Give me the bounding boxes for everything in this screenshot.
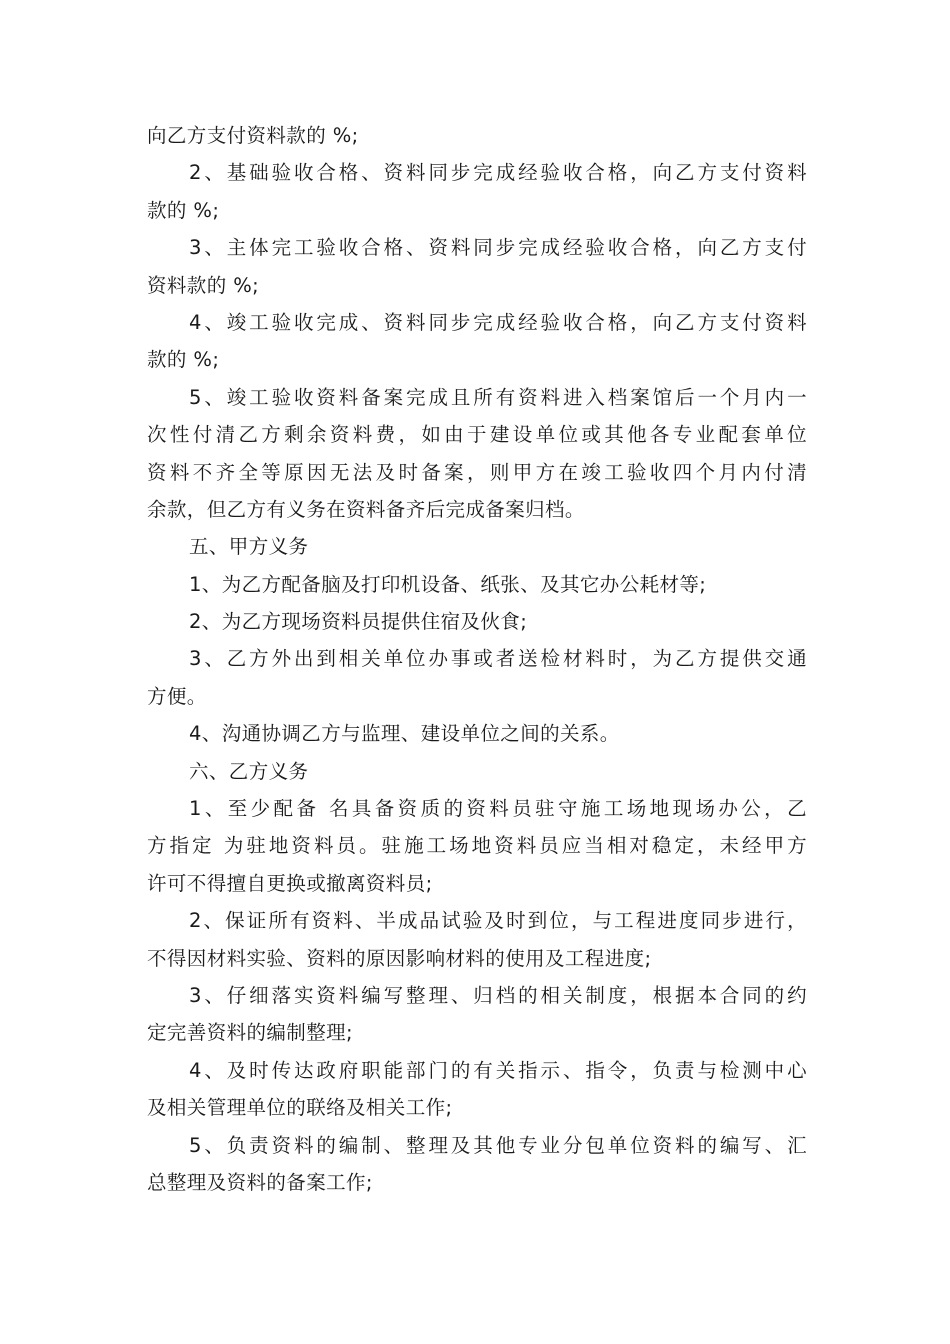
text-line: 3、主体完工验收合格、资料同步完成经验收合格，向乙方支付 [189,236,807,260]
text-line: 五、甲方义务 [189,535,309,559]
text-line: 2、为乙方现场资料员提供住宿及伙食; [189,610,528,634]
text-line: 2、基础验收合格、资料同步完成经验收合格，向乙方支付资料 [189,161,807,185]
text-line: 款的 %; [147,348,220,372]
text-line: 3、乙方外出到相关单位办事或者送检材料时，为乙方提供交通 [189,647,807,671]
text-line: 方便。 [147,684,207,708]
text-line: 定完善资料的编制整理; [147,1021,353,1045]
text-line: 许可不得擅自更换或撤离资料员; [147,871,433,895]
text-line: 4、及时传达政府职能部门的有关指示、指令，负责与检测中心 [189,1058,807,1082]
text-line: 3、仔细落实资料编写整理、归档的相关制度，根据本合同的约 [189,983,807,1007]
text-line: 六、乙方义务 [189,759,309,783]
text-line: 1、至少配备 名具备资质的资料员驻守施工场地现场办公，乙 [189,797,807,821]
text-line: 向乙方支付资料款的 %; [147,124,359,147]
text-line: 4、沟通协调乙方与监理、建设单位之间的关系。 [189,722,620,746]
text-line: 5、竣工验收资料备案完成且所有资料进入档案馆后一个月内一 [189,385,807,409]
text-line: 余款，但乙方有义务在资料备齐后完成备案归档。 [147,497,585,521]
text-line: 及相关管理单位的联络及相关工作; [147,1096,453,1120]
text-line: 资料不齐全等原因无法及时备案，则甲方在竣工验收四个月内付清 [147,460,807,484]
text-line: 1、为乙方配备脑及打印机设备、纸张、及其它办公耗材等; [189,572,707,596]
text-line: 款的 %; [147,198,220,222]
text-line: 2、保证所有资料、半成品试验及时到位，与工程进度同步进行， [189,909,807,933]
text-line: 4、竣工验收完成、资料同步完成经验收合格，向乙方支付资料 [189,310,807,334]
text-line: 不得因材料实验、资料的原因影响材料的使用及工程进度; [147,946,652,970]
text-line: 总整理及资料的备案工作; [147,1170,373,1194]
text-line: 5、负责资料的编制、整理及其他专业分包单位资料的编写、汇 [189,1133,807,1157]
text-line: 方指定 为驻地资料员。驻施工场地资料员应当相对稳定，未经甲方 [147,834,807,858]
text-line: 资料款的 %; [147,273,260,297]
text-line: 次性付清乙方剩余资料费，如由于建设单位或其他各专业配套单位 [147,423,807,447]
document-body [147,117,807,1201]
